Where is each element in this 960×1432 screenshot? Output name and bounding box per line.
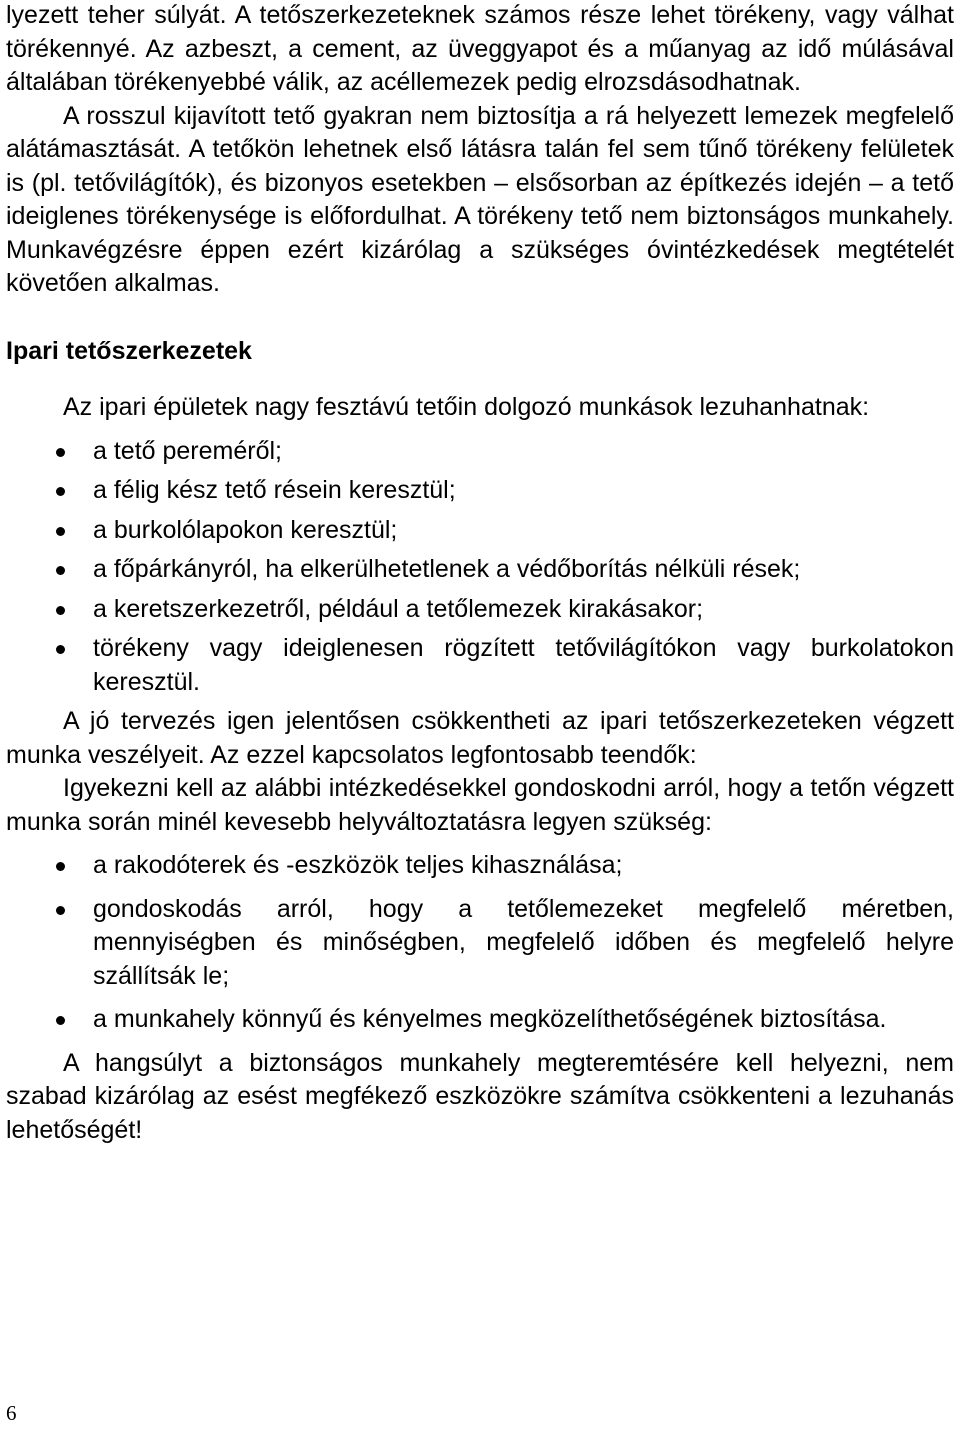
list-item: [6, 893, 954, 994]
list-item-text: a tető pereméről;: [93, 436, 282, 465]
paragraph-safe-workplace-emphasis: A hangsúlyt a biztonságos munkahely megteremtésére kell helyezni, nem szabad kizárólag az esést megfékező eszközökre számítva csökkenteni a lezuhanás lehetőségét!: [6, 1048, 954, 1144]
bullet-icon: [56, 906, 65, 915]
list-item: [6, 632, 954, 699]
bullet-icon: [56, 527, 65, 536]
paragraph-repaired-roof-warning: A rosszul kijavított tető gyakran nem biztosítja a rá helyezett lemezek megfelelő alátámasztását. A tetőkön lehetnek első látásra talán fel sem tűnő törékeny felületek is (pl. tetővilágítók), és bizonyos esetekben – elsősorban az építkezés idején – a tető ideiglenes törékenysége is előfordulhat. A törékeny tető nem biztonságos munkahely. Munkavégzésre éppen ezért kizárólag a szükséges óvintézkedések megtételét követően alkalmas.: [6, 101, 954, 297]
list-item: [6, 553, 954, 587]
list-item: [6, 1003, 954, 1037]
fall-hazards-list: [6, 435, 954, 700]
bullet-icon: [56, 487, 65, 496]
list-item: [6, 593, 954, 627]
paragraph-roof-fragility-intro: lyezett teher súlyát. A tetőszerkezeteknek számos része lehet törékeny, vagy válhat törékennyé. Az azbeszt, a cement, az üveggyapot és a műanyag az idő múlásával általában törékenyebbé válik, az acéllemezek pedig elrozsdásodhatnak.: [6, 1, 954, 96]
list-item: [6, 474, 954, 508]
section-heading-industrial-roofs: Ipari tetőszerkezetek: [6, 336, 252, 365]
document-page: [6, 0, 954, 1147]
bullet-icon: [56, 645, 65, 654]
list-item: [6, 435, 954, 469]
list-item-text: gondoskodás arról, hogy a tetőlemezeket megfelelő méretben, mennyiségben és minőségben, megfelelő időben és megfelelő helyre szállítsák le;: [93, 894, 954, 990]
bullet-icon: [56, 1016, 65, 1025]
list-item-text: a rakodóterek és -eszközök teljes kihasználása;: [93, 851, 623, 879]
list-item: [6, 514, 954, 548]
list-item-text: törékeny vagy ideiglenesen rögzített tetővilágítókon vagy burkolatokon keresztül.: [93, 634, 954, 696]
paragraph-minimize-movement: Igyekezni kell az alábbi intézkedésekkel gondoskodni arról, hogy a tetőn végzett munka során minél kevesebb helyváltoztatásra legyen szükség:: [6, 774, 954, 836]
list-item-text: a keretszerkezetről, például a tetőlemezek kirakásakor;: [93, 594, 704, 623]
paragraph-industrial-falls-intro: Az ipari épületek nagy fesztávú tetőin dolgozó munkások lezuhanhatnak:: [63, 393, 870, 421]
list-item-text: a munkahely könnyű és kényelmes megközelíthetőségének biztosítása.: [93, 1005, 887, 1033]
page-number: 6: [6, 1401, 17, 1425]
bullet-icon: [56, 606, 65, 615]
list-item-text: a félig kész tető résein keresztül;: [93, 476, 456, 504]
list-item-text: a főpárkányról, ha elkerülhetetlenek a védőborítás nélküli rések;: [93, 555, 801, 583]
list-item: [6, 849, 954, 883]
bullet-icon: [56, 566, 65, 575]
paragraph-good-planning: A jó tervezés igen jelentősen csökkentheti az ipari tetőszerkezeteken végzett munka veszélyeit. Az ezzel kapcsolatos legfontosabb teendők:: [6, 707, 954, 769]
measures-list: [6, 849, 954, 1037]
list-item-text: a burkolólapokon keresztül;: [93, 515, 398, 544]
bullet-icon: [56, 862, 65, 871]
bullet-icon: [56, 448, 65, 457]
